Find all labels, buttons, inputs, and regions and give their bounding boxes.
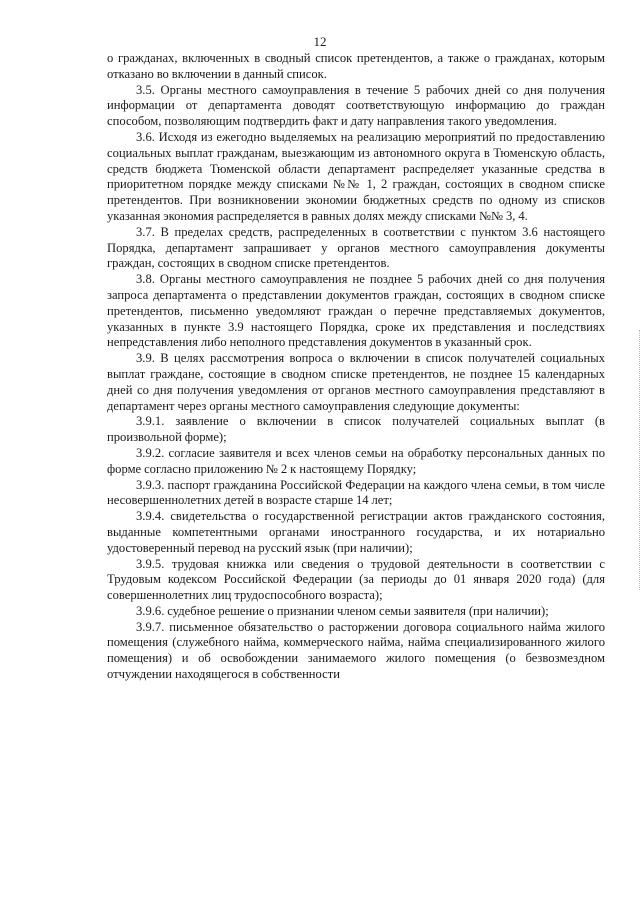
paragraph-3-9-6: 3.9.6. судебное решение о признании членом семьи заявителя (при наличии); bbox=[136, 603, 549, 618]
scan-edge-mark bbox=[636, 330, 640, 590]
page-number: 12 bbox=[313, 34, 327, 49]
paragraph-continuation: о гражданах, включенных в сводный список претендентов, а также о гражданах, которым отказано во включении в данный список. bbox=[107, 51, 605, 81]
paragraph-3-9-3: 3.9.3. паспорт гражданина Российской Федерации на каждого члена семьи, в том числе несовершеннолетних детей в возрасте старше 14 лет; bbox=[107, 477, 605, 508]
paragraph-3-6: 3.6. Исходя из ежегодно выделяемых на реализацию мероприятий по предоставлению социальных выплат гражданам, выезжающим из автономного округа в Тюменскую область, средств бюджета Тюменской области департамент распределяет указанные средства в приоритетном порядке между списками №№ 1, 2 граждан, состоящих в сводном списке претендентов. При возникновении экономии бюджетных средств по одному из списков указанная экономия распределяется в равных долях между списками №№ 3, 4. bbox=[107, 129, 605, 223]
paragraph-3-8: 3.8. Органы местного самоуправления не позднее 5 рабочих дней со дня получения запроса департамента о представлении документов граждан, состоящих в сводном списке претендентов, письменно уведомляют граждан о перечне представляемых документов, указанных в пункте 3.9 настоящего Порядка, сроке их представления и последствиях непредставления либо неполного представления документов в указанный срок. bbox=[107, 272, 605, 350]
document-body bbox=[107, 51, 605, 683]
paragraph-3-9-1: 3.9.1. заявление о включении в список получателей социальных выплат (в произвольной форме); bbox=[107, 414, 605, 445]
paragraph-3-9-2: 3.9.2. согласие заявителя и всех членов семьи на обработку персональных данных по форме согласно приложению № 2 к настоящему Порядку; bbox=[107, 445, 605, 476]
paragraph-3-7: 3.7. В пределах средств, распределенных в соответствии с пунктом 3.6 настоящего Порядка, департамент запрашивает у органов местного самоуправления документы граждан, состоящих в сводном списке претендентов. bbox=[107, 224, 605, 271]
paragraph-3-9-5: 3.9.5. трудовая книжка или сведения о трудовой деятельности в соответствии с Трудовым кодексом Российской Федерации (за периоды до 01 января 2020 года) (для совершеннолетних лиц трудоспособного возраста); bbox=[107, 556, 605, 603]
paragraph-3-5: 3.5. Органы местного самоуправления в течение 5 рабочих дней со дня получения информации от департамента доводят соответствующую информацию до граждан способом, позволяющим подтвердить факт и дату направления такого уведомления. bbox=[107, 82, 605, 129]
paragraph-3-9: 3.9. В целях рассмотрения вопроса о включении в список получателей социальных выплат граждане, состоящие в сводном списке претендентов, не позднее 15 календарных дней со дня получения уведомления от органов местного самоуправления представляют в департамент через органы местного самоуправления следующие документы: bbox=[107, 351, 605, 413]
paragraph-3-9-7: 3.9.7. письменное обязательство о расторжении договора социального найма жилого помещения (служебного найма, коммерческого найма, найма специализированного жилого помещения) и об освобождении занимаемого жилого помещения (о безвозмездном отчуждении находящегося в собственности bbox=[107, 619, 605, 682]
paragraph-3-9-4: 3.9.4. свидетельства о государственной регистрации актов гражданского состояния, выданные компетентными органами иностранного государства, и их нотариально удостоверенный перевод на русский язык (при наличии); bbox=[107, 509, 605, 555]
